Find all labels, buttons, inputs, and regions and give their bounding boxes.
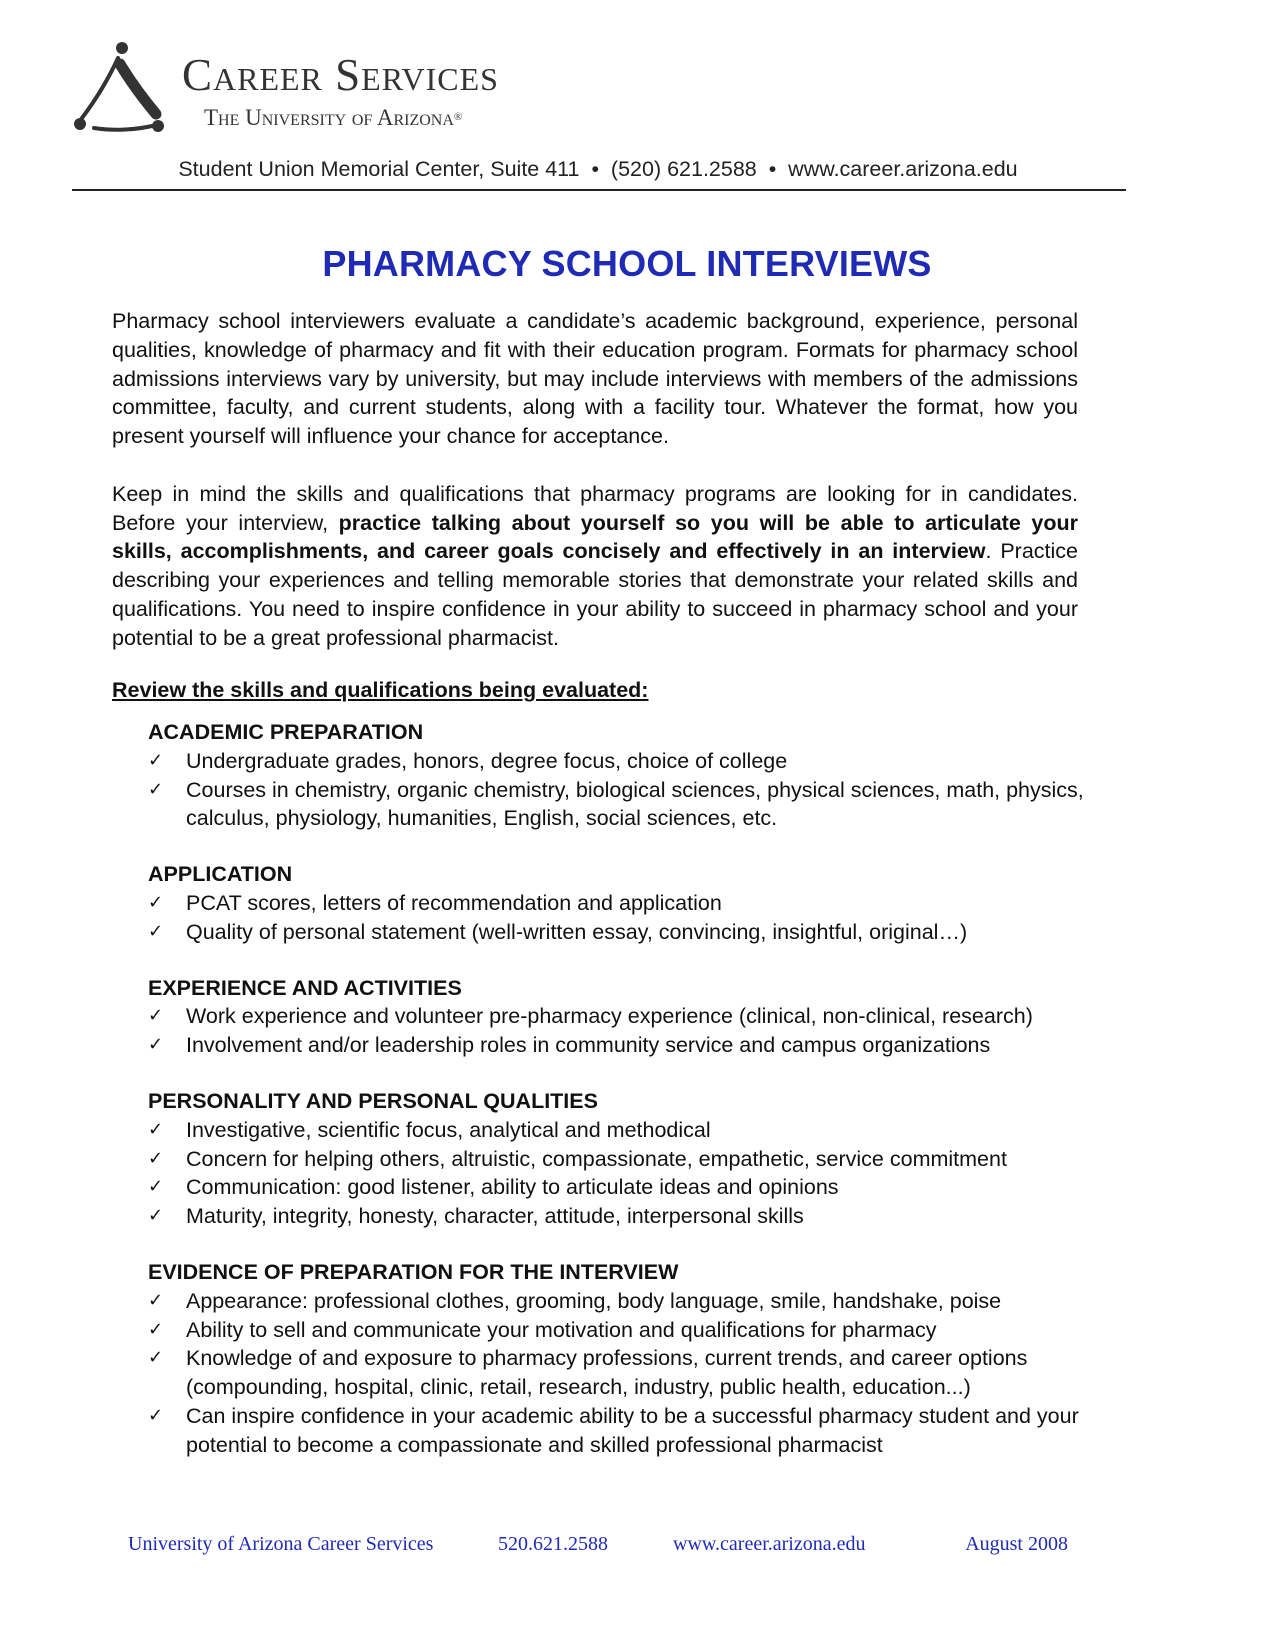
section-heading: APPLICATION [148, 862, 293, 887]
section-heading: EXPERIENCE AND ACTIVITIES [148, 975, 462, 1000]
checklist-item: ✓ Can inspire confidence in your academic ability to be a successful pharmacy student and your potential to become a compassionate and skilled professional pharmacist [148, 1402, 1088, 1460]
section-experience-activities [148, 974, 1088, 1060]
keep-in-mind-lead: Keep in mind the skills and qualifications that pharmacy programs are looking for in candidates. Before your interview, [112, 481, 1078, 535]
section-heading: EVIDENCE OF PREPARATION FOR THE INTERVIEW [148, 1259, 679, 1284]
keep-in-mind-tail: . Practice describing your experiences and telling memorable stories that demonstrate your related skills and qualifications. You need to inspire confidence in your ability to succeed in pharmacy school and your potential to be a great professional pharmacist. [112, 539, 1078, 650]
checklist-item: ✓ Communication: good listener, ability to articulate ideas and opinions [148, 1173, 1088, 1202]
checklist-item: ✓ Knowledge of and exposure to pharmacy professions, current trends, and career options (compounding, hospital, clinic, retail, research, industry, public health, education...) [148, 1344, 1088, 1402]
organization-wordmark [182, 52, 499, 131]
section-application [148, 860, 1088, 946]
org-subtitle-text: The University of Arizona [204, 105, 454, 130]
checklist [148, 889, 1088, 947]
footer-website: www.career.arizona.edu [673, 1533, 866, 1555]
section-heading: PERSONALITY AND PERSONAL QUALITIES [148, 1088, 598, 1113]
section-academic-preparation [148, 718, 1088, 833]
keep-in-mind-emphasis: practice talking about yourself so you will be able to articulate your skills, accomplishments, and career goals concisely and effectively in an interview [112, 510, 1078, 564]
checklist-item: ✓ Undergraduate grades, honors, degree focus, choice of college [148, 747, 1088, 776]
org-subtitle [204, 104, 499, 131]
keep-in-mind-paragraph [112, 480, 1078, 653]
section-heading: ACADEMIC PREPARATION [148, 720, 424, 744]
checklist-item: ✓ Ability to sell and communicate your motivation and qualifications for pharmacy [148, 1316, 1088, 1345]
checklist-item: ✓ Courses in chemistry, organic chemistry, biological sciences, physical sciences, math, physics, calculus, physiology, humanities, English, social sciences, etc. [148, 776, 1088, 834]
checklist [148, 1002, 1088, 1060]
qualification-sections [148, 718, 1088, 1487]
intro-paragraph: Pharmacy school interviewers evaluate a candidate’s academic background, experience, personal qualities, knowledge of pharmacy and fit with their education program. Formats for pharmacy school admissions interviews vary by university, but may include interviews with members of the admissions committee, faculty, and current students, along with a facility tour. Whatever the format, how you present yourself will influence your chance for acceptance. [112, 309, 1078, 449]
checklist-item: ✓ Appearance: professional clothes, grooming, body language, smile, handshake, poise [148, 1287, 1088, 1316]
footer-phone: 520.621.2588 [498, 1533, 608, 1555]
checklist-item: ✓ Involvement and/or leadership roles in community service and campus organizations [148, 1031, 1088, 1060]
checklist-item: ✓ Concern for helping others, altruistic, compassionate, empathetic, service commitment [148, 1145, 1088, 1174]
career-services-logo-icon [72, 40, 172, 140]
checklist-item: ✓ Quality of personal statement (well-written essay, convincing, insightful, original…) [148, 918, 1088, 947]
footer-date: August 2008 [965, 1533, 1068, 1555]
checklist-item: ✓ PCAT scores, letters of recommendation and application [148, 889, 1088, 918]
checklist-item: ✓ Investigative, scientific focus, analytical and methodical [148, 1116, 1088, 1145]
registered-mark: ® [453, 111, 463, 123]
checklist-item: ✓ Maturity, integrity, honesty, character, attitude, interpersonal skills [148, 1202, 1088, 1231]
review-heading: Review the skills and qualifications being evaluated: [112, 678, 649, 702]
checklist-item: ✓ Work experience and volunteer pre-pharmacy experience (clinical, non-clinical, research) [148, 1002, 1088, 1031]
section-personality-qualities [148, 1087, 1088, 1231]
header-divider [72, 189, 1126, 191]
checklist [148, 1287, 1088, 1460]
body-text [112, 307, 1078, 653]
checklist [148, 747, 1088, 833]
checklist [148, 1116, 1088, 1231]
org-name: Career Services [182, 50, 499, 100]
contact-line: Student Union Memorial Center, Suite 411 • (520) 621.2588 • www.career.arizona.edu [178, 157, 1018, 181]
section-interview-preparation [148, 1258, 1088, 1460]
page-footer [128, 1533, 1068, 1559]
page-title: PHARMACY SCHOOL INTERVIEWS [322, 243, 932, 284]
footer-org: University of Arizona Career Services [128, 1533, 434, 1555]
